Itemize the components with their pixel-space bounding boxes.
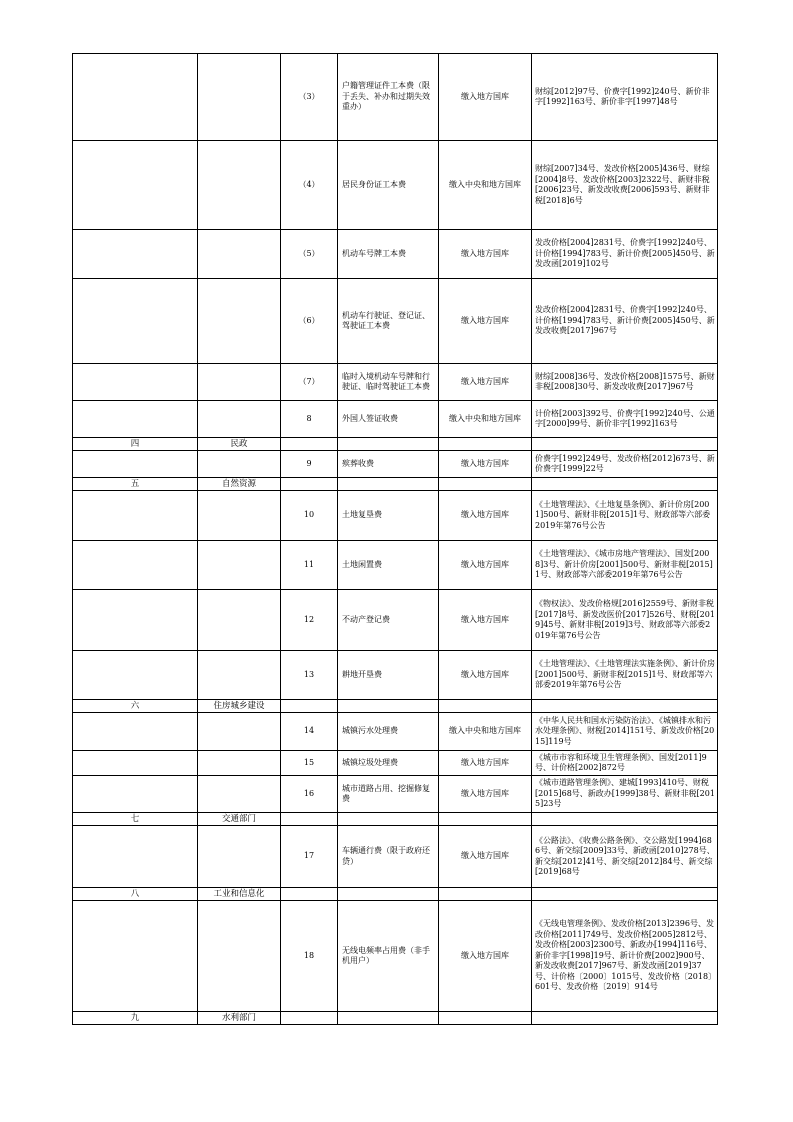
category-number: 五 — [73, 478, 198, 491]
legal-basis: 《公路法》、《收费公路条例》、交公路发[1994]686号、新交综[2009]33号、新政函[2010]278号、新交综[2012]41号、新交综[2012]84号、新交综[2019]68号 — [532, 826, 718, 888]
fee-item-row — [73, 651, 718, 700]
empty-cell — [281, 478, 338, 491]
destination: 缴入地方国库 — [439, 776, 532, 813]
fee-name: 城镇垃圾处理费 — [338, 751, 439, 776]
empty-cell — [281, 813, 338, 826]
empty-cell — [198, 279, 281, 364]
destination: 缴入中央和地方国库 — [439, 401, 532, 438]
item-number: 10 — [281, 491, 338, 541]
empty-cell — [281, 700, 338, 713]
legal-basis: 发改价格[2004]2831号、价费字[1992]240号、计价格[1994]783号、新计价费[2005]450号、新发改函[2019]102号 — [532, 230, 718, 279]
item-number: 13 — [281, 651, 338, 700]
fee-name: 机动车号牌工本费 — [338, 230, 439, 279]
destination: 缴入地方国库 — [439, 364, 532, 401]
empty-cell — [73, 713, 198, 751]
empty-cell — [439, 438, 532, 451]
empty-cell — [198, 54, 281, 141]
destination: 缴入地方国库 — [439, 54, 532, 141]
fee-name: 机动车行驶证、登记证、驾驶证工本费 — [338, 279, 439, 364]
legal-basis: 《土地管理法》、《城市房地产管理法》、国发[2008]3号、新计价房[2001]500号、新财非税[2015]1号、财政部等六部委2019年第76号公告 — [532, 541, 718, 590]
legal-basis: 发改价格[2004]2831号、价费字[1992]240号、计价格[1994]783号、新计价费[2005]450号、新发改收费[2017]967号 — [532, 279, 718, 364]
item-number: （3） — [281, 54, 338, 141]
category-name: 工业和信息化 — [198, 888, 281, 901]
fee-item-row — [73, 590, 718, 651]
fee-item-row — [73, 541, 718, 590]
fee-name: 耕地开垦费 — [338, 651, 439, 700]
fee-name: 城市道路占用、挖掘修复费 — [338, 776, 439, 813]
item-number: 8 — [281, 401, 338, 438]
destination: 缴入地方国库 — [439, 826, 532, 888]
item-number: 11 — [281, 541, 338, 590]
category-row — [73, 813, 718, 826]
legal-basis: 《城市市容和环境卫生管理条例》、国发[2011]9号、计价格[2002]872号 — [532, 751, 718, 776]
empty-cell — [532, 700, 718, 713]
empty-cell — [281, 438, 338, 451]
item-number: 18 — [281, 901, 338, 1012]
item-number: 16 — [281, 776, 338, 813]
empty-cell — [73, 826, 198, 888]
destination: 缴入中央和地方国库 — [439, 713, 532, 751]
empty-cell — [198, 590, 281, 651]
legal-basis: 《城市道路管理条例》、建城[1993]410号、财税[2015]68号、新政办[1999]38号、新财非税[2015]23号 — [532, 776, 718, 813]
empty-cell — [532, 813, 718, 826]
fee-table — [72, 53, 718, 1025]
empty-cell — [198, 713, 281, 751]
empty-cell — [439, 478, 532, 491]
destination: 缴入地方国库 — [439, 751, 532, 776]
category-name: 民政 — [198, 438, 281, 451]
empty-cell — [198, 491, 281, 541]
fee-name: 土地复垦费 — [338, 491, 439, 541]
empty-cell — [73, 541, 198, 590]
fee-item-row — [73, 713, 718, 751]
destination: 缴入地方国库 — [439, 541, 532, 590]
item-number: （5） — [281, 230, 338, 279]
destination: 缴入地方国库 — [439, 590, 532, 651]
empty-cell — [338, 813, 439, 826]
empty-cell — [338, 478, 439, 491]
empty-cell — [532, 438, 718, 451]
legal-basis: 《中华人民共和国水污染防治法》、《城镇排水和污水处理条例》、财税[2014]151号、新发改价格[2015]119号 — [532, 713, 718, 751]
fee-item-row — [73, 776, 718, 813]
destination: 缴入地方国库 — [439, 451, 532, 478]
fee-item-row — [73, 401, 718, 438]
empty-cell — [338, 438, 439, 451]
item-number: 15 — [281, 751, 338, 776]
fee-name: 无线电频率占用费（非手机用户） — [338, 901, 439, 1012]
fee-name: 土地闲置费 — [338, 541, 439, 590]
empty-cell — [439, 813, 532, 826]
item-number: 9 — [281, 451, 338, 478]
legal-basis: 《土地管理法》、《土地管理法实施条例》、新计价房[2001]500号、新财非税[2015]1号、财政部等六部委2019年第76号公告 — [532, 651, 718, 700]
category-name: 住房城乡建设 — [198, 700, 281, 713]
legal-basis: 《无线电管理条例》、发改价格[2013]2396号、发改价格[2011]749号、发改价格[2005]2812号、发改价格[2003]2300号、新政办[1994]116号、新价非字[1998]19号、新计价费[2002]900号、新发改收费[2017]967号、新发改函[2019]37号、计价格〔2000〕1015号、发改价格〔2018〕601号、发改价格〔2019〕914号 — [532, 901, 718, 1012]
fee-item-row — [73, 141, 718, 230]
item-number: （4） — [281, 141, 338, 230]
empty-cell — [73, 491, 198, 541]
empty-cell — [198, 364, 281, 401]
empty-cell — [73, 54, 198, 141]
empty-cell — [198, 401, 281, 438]
empty-cell — [73, 230, 198, 279]
empty-cell — [73, 279, 198, 364]
empty-cell — [532, 888, 718, 901]
fee-item-row — [73, 451, 718, 478]
empty-cell — [73, 901, 198, 1012]
empty-cell — [338, 1012, 439, 1025]
item-number: （6） — [281, 279, 338, 364]
fee-name: 不动产登记费 — [338, 590, 439, 651]
empty-cell — [73, 751, 198, 776]
legal-basis: 财综[2008]36号、发改价格[2008]1575号、新财非税[2008]30号、新发改收费[2017]967号 — [532, 364, 718, 401]
fee-name: 外国人签证收费 — [338, 401, 439, 438]
legal-basis: 计价格[2003]392号、价费字[1992]240号、公通字[2000]99号、新价非字[1992]163号 — [532, 401, 718, 438]
category-number: 八 — [73, 888, 198, 901]
legal-basis: 《土地管理法》、《土地复垦条例》、新计价房[2001]500号、新财非税[2015]1号、财政部等六部委2019年第76号公告 — [532, 491, 718, 541]
legal-basis: 《物权法》、发改价格规[2016]2559号、新财非税[2017]8号、新发改医价[2017]526号、财税[2019]45号、新财非税[2019]3号、财政部等六部委2019年第76号公告 — [532, 590, 718, 651]
item-number: 12 — [281, 590, 338, 651]
category-name: 交通部门 — [198, 813, 281, 826]
legal-basis: 财综[2007]34号、发改价格[2005]436号、财综[2004]8号、发改价格[2003]2322号、新财非税[2006]23号、新发改收费[2006]593号、新财非税[2018]6号 — [532, 141, 718, 230]
destination: 缴入地方国库 — [439, 279, 532, 364]
category-number: 七 — [73, 813, 198, 826]
fee-name: 城镇污水处理费 — [338, 713, 439, 751]
fee-name: 车辆通行费（限于政府还贷） — [338, 826, 439, 888]
category-name: 自然资源 — [198, 478, 281, 491]
fee-item-row — [73, 491, 718, 541]
item-number: 17 — [281, 826, 338, 888]
category-number: 九 — [73, 1012, 198, 1025]
empty-cell — [198, 901, 281, 1012]
empty-cell — [73, 141, 198, 230]
empty-cell — [281, 1012, 338, 1025]
empty-cell — [73, 451, 198, 478]
empty-cell — [198, 541, 281, 590]
destination: 缴入中央和地方国库 — [439, 141, 532, 230]
fee-item-row — [73, 364, 718, 401]
empty-cell — [439, 700, 532, 713]
category-name: 水利部门 — [198, 1012, 281, 1025]
fee-item-row — [73, 826, 718, 888]
item-number: （7） — [281, 364, 338, 401]
empty-cell — [198, 230, 281, 279]
fee-table-body — [73, 54, 718, 1025]
destination: 缴入地方国库 — [439, 651, 532, 700]
empty-cell — [73, 401, 198, 438]
empty-cell — [338, 700, 439, 713]
category-row — [73, 700, 718, 713]
empty-cell — [281, 888, 338, 901]
legal-basis: 价费字[1992]249号、发改价格[2012]673号、新价费字[1999]22号 — [532, 451, 718, 478]
empty-cell — [532, 1012, 718, 1025]
empty-cell — [532, 478, 718, 491]
empty-cell — [73, 590, 198, 651]
empty-cell — [338, 888, 439, 901]
empty-cell — [73, 776, 198, 813]
fee-item-row — [73, 54, 718, 141]
destination: 缴入地方国库 — [439, 230, 532, 279]
fee-name: 殡葬收费 — [338, 451, 439, 478]
empty-cell — [198, 751, 281, 776]
fee-name: 临时入境机动车号牌和行驶证、临时驾驶证工本费 — [338, 364, 439, 401]
empty-cell — [198, 651, 281, 700]
legal-basis: 财综[2012]97号、价费字[1992]240号、新价非字[1992]163号、新价非字[1997]48号 — [532, 54, 718, 141]
fee-item-row — [73, 279, 718, 364]
category-number: 四 — [73, 438, 198, 451]
category-row — [73, 888, 718, 901]
fee-name: 户籍管理证件工本费（限于丢失、补办和过期失效重办） — [338, 54, 439, 141]
empty-cell — [198, 141, 281, 230]
destination: 缴入地方国库 — [439, 491, 532, 541]
empty-cell — [198, 451, 281, 478]
empty-cell — [198, 776, 281, 813]
category-number: 六 — [73, 700, 198, 713]
destination: 缴入地方国库 — [439, 901, 532, 1012]
fee-name: 居民身份证工本费 — [338, 141, 439, 230]
fee-item-row — [73, 751, 718, 776]
category-row — [73, 1012, 718, 1025]
empty-cell — [439, 1012, 532, 1025]
empty-cell — [73, 364, 198, 401]
item-number: 14 — [281, 713, 338, 751]
fee-item-row — [73, 230, 718, 279]
fee-item-row — [73, 901, 718, 1012]
empty-cell — [73, 651, 198, 700]
empty-cell — [198, 826, 281, 888]
category-row — [73, 478, 718, 491]
empty-cell — [439, 888, 532, 901]
category-row — [73, 438, 718, 451]
